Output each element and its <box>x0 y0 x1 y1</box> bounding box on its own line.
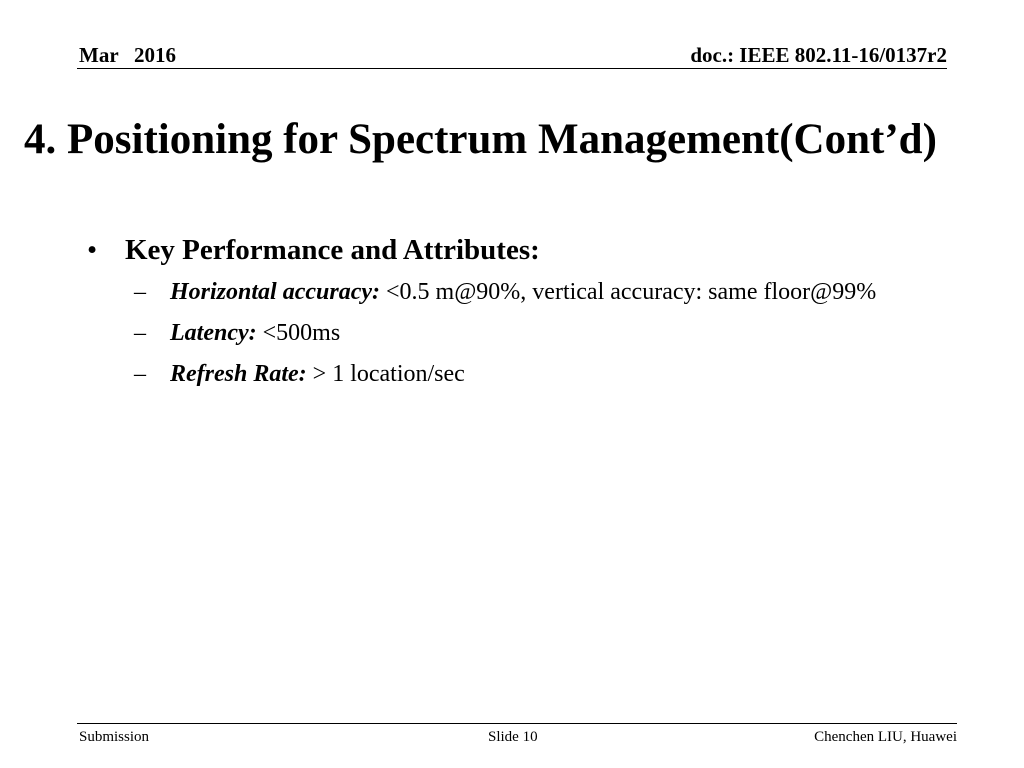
footer-divider <box>77 723 957 724</box>
sub-bullet-value: <0.5 m@90%, vertical accuracy: same floor@99% <box>380 279 877 305</box>
sub-bullet-label: Latency: <box>170 320 257 346</box>
header-divider <box>77 68 947 69</box>
sub-bullet-label: Refresh Rate: <box>170 361 307 387</box>
bullet-marker: • <box>87 234 98 266</box>
footer-submission: Submission <box>79 729 150 745</box>
dash-marker: – <box>134 320 146 346</box>
dash-marker: – <box>134 361 146 387</box>
bullet-heading: Key Performance and Attributes: <box>125 234 540 266</box>
sub-bullet-horizontal-accuracy <box>134 276 914 308</box>
header-doc-id: doc.: IEEE 802.11-16/0137r2 <box>690 43 947 67</box>
footer-author: Chenchen LIU, Huawei <box>814 729 957 745</box>
sub-bullet-list <box>134 276 914 399</box>
sub-bullet-value: <500ms <box>256 320 341 346</box>
slide-title: 4. Positioning for Spectrum Management(Cont’d) <box>24 116 937 163</box>
sub-bullet-latency <box>134 317 914 349</box>
sub-bullet-value: > 1 location/sec <box>306 361 465 387</box>
bullet-item <box>87 230 540 270</box>
dash-marker: – <box>134 279 146 305</box>
sub-bullet-refresh-rate <box>134 358 914 390</box>
sub-bullet-label: Horizontal accuracy: <box>170 279 380 305</box>
header-date: Mar 2016 <box>79 43 177 67</box>
footer-slide-number: Slide 10 <box>488 729 538 745</box>
